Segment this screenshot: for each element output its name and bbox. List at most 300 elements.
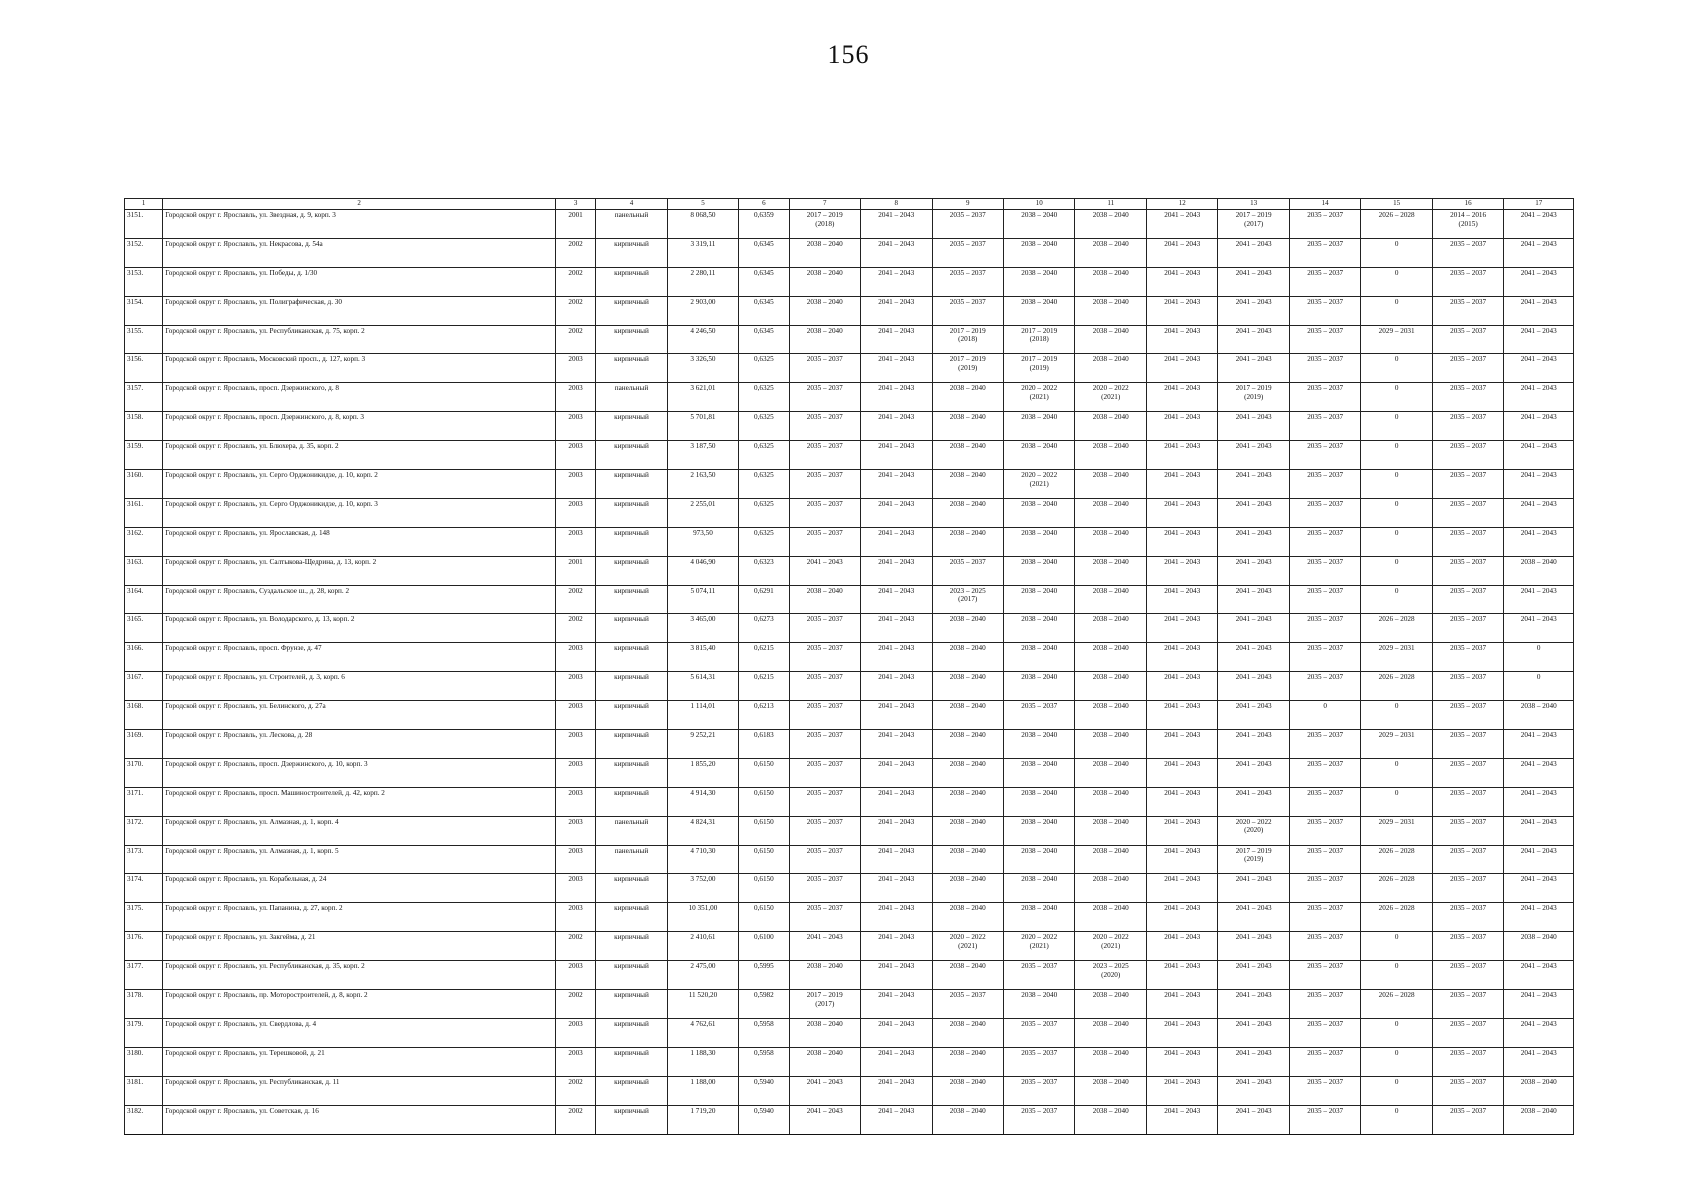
table-cell (1146, 701, 1217, 730)
cell-text: 2003 (568, 1048, 583, 1057)
table-cell (932, 787, 1003, 816)
cell-text: 2035 – 2037 (1450, 1019, 1487, 1028)
cell-text: 2041 – 2043 (878, 702, 915, 711)
cell-text: 0,6150 (753, 788, 774, 797)
cell-subtext: (2021) (1101, 392, 1121, 401)
table-cell (932, 412, 1003, 441)
cell-text: Городской округ г. Ярославль, ул. Победы, д. 1/30 (165, 268, 318, 277)
cell-text: 2038 – 2040 (1092, 731, 1129, 740)
table-row (125, 585, 1574, 614)
cell-text: 2035 – 2037 (1307, 211, 1344, 219)
cell-text: 2002 (568, 615, 583, 624)
cell-text: 2 255,01 (690, 499, 716, 508)
cell-text: Городской округ г. Ярославль, ул. Некрасова, д. 54а (165, 239, 323, 248)
row-number-cell (125, 614, 163, 643)
cell-text: 2038 – 2040 (1021, 528, 1058, 537)
cell-text: 0 (1394, 355, 1399, 364)
cell-text: 2041 – 2043 (878, 875, 915, 884)
cell-text: 2002 (568, 1106, 583, 1115)
address-cell (163, 470, 556, 499)
table-cell (1003, 787, 1074, 816)
cell-text: 2003 (568, 788, 583, 797)
cell-text: 0,6215 (753, 673, 774, 682)
cell-text: Городской округ г. Ярославль, ул. Белинского, д. 27а (165, 702, 326, 711)
table-cell (739, 498, 789, 527)
cell-text: 2041 – 2043 (1164, 759, 1201, 768)
cell-text: 2035 – 2037 (1307, 239, 1344, 248)
cell-text: 2038 – 2040 (1092, 644, 1129, 653)
column-header: 4 (596, 199, 667, 210)
table-cell (1003, 643, 1074, 672)
table-cell (596, 961, 667, 990)
cell-text: 2035 – 2037 (1307, 1077, 1344, 1086)
cell-text: 0 (1394, 557, 1399, 566)
cell-text: Городской округ г. Ярославль, ул. Володарского, д. 13, корп. 2 (165, 615, 355, 624)
table-cell (596, 585, 667, 614)
table-cell (1218, 961, 1289, 990)
table-cell (739, 296, 789, 325)
column-header: 7 (789, 199, 860, 210)
cell-text: 2038 – 2040 (1021, 759, 1058, 768)
address-cell (163, 903, 556, 932)
cell-text: 2002 (568, 933, 583, 942)
address-cell (163, 296, 556, 325)
address-cell (163, 498, 556, 527)
table-cell (1504, 730, 1574, 759)
table-cell (596, 874, 667, 903)
cell-text: Городской округ г. Ярославль, ул. Республиканская, д. 11 (165, 1077, 340, 1086)
table-cell (1361, 585, 1432, 614)
table-cell (1146, 383, 1217, 412)
table-cell (1504, 1018, 1574, 1047)
table-cell (1504, 961, 1574, 990)
table-cell (1146, 412, 1217, 441)
address-cell (163, 383, 556, 412)
cell-text: 2041 – 2043 (878, 1077, 915, 1086)
address-cell (163, 643, 556, 672)
table-cell (1432, 787, 1503, 816)
cell-text: 2041 – 2043 (1164, 1019, 1201, 1028)
table-cell (555, 1076, 595, 1105)
table-cell (1075, 383, 1146, 412)
cell-text: 2038 – 2040 (1021, 731, 1058, 740)
table-cell (861, 441, 932, 470)
cell-text: 2041 – 2043 (878, 1019, 915, 1028)
cell-subtext: (2017) (815, 999, 835, 1008)
table-cell (739, 672, 789, 701)
cell-subtext: (2021) (958, 941, 978, 950)
table-cell (789, 527, 860, 556)
table-cell (1075, 787, 1146, 816)
cell-text: 2041 – 2043 (1520, 1019, 1557, 1028)
table-cell (1075, 267, 1146, 296)
table-cell (1504, 1105, 1574, 1134)
row-number-cell (125, 1076, 163, 1105)
cell-text: 2041 – 2043 (1164, 846, 1201, 855)
cell-text: 2029 – 2031 (1378, 817, 1415, 826)
table-cell (1075, 585, 1146, 614)
table-cell (861, 238, 932, 267)
table-cell (1432, 614, 1503, 643)
cell-text: Городской округ г. Ярославль, ул. Свердлова, д. 4 (165, 1019, 317, 1028)
cell-text: 2035 – 2037 (1021, 1106, 1058, 1115)
cell-text: 3181. (127, 1077, 144, 1086)
cell-text: 5 701,81 (690, 413, 716, 422)
table-cell (861, 672, 932, 701)
table-cell (789, 441, 860, 470)
cell-text: 2041 – 2043 (878, 211, 915, 219)
table-cell (1218, 701, 1289, 730)
table-cell (555, 787, 595, 816)
cell-text: кирпичный (614, 471, 649, 480)
cell-text: 3161. (127, 499, 144, 508)
table-cell (596, 643, 667, 672)
table-cell (1361, 643, 1432, 672)
table-cell (596, 296, 667, 325)
table-cell (861, 730, 932, 759)
table-cell (555, 383, 595, 412)
table-cell (1003, 556, 1074, 585)
table-cell (932, 1105, 1003, 1134)
table-cell (1361, 556, 1432, 585)
table-cell (1361, 470, 1432, 499)
table-cell (1218, 1047, 1289, 1076)
table-cell (932, 990, 1003, 1019)
table-cell (667, 787, 738, 816)
table-cell (1003, 383, 1074, 412)
table-cell (1146, 325, 1217, 354)
cell-text: 0 (1394, 528, 1399, 537)
table-cell (861, 787, 932, 816)
table-cell (1218, 354, 1289, 383)
table-cell (1504, 845, 1574, 874)
address-cell (163, 990, 556, 1019)
table-cell (739, 383, 789, 412)
table-cell (1289, 412, 1360, 441)
table-cell (1218, 210, 1289, 239)
table-cell (789, 1018, 860, 1047)
cell-text: 2020 – 2022 (1092, 933, 1129, 942)
table-cell (555, 672, 595, 701)
table-row (125, 990, 1574, 1019)
cell-text: 0,6325 (753, 442, 774, 451)
table-cell (555, 1047, 595, 1076)
cell-text: 2002 (568, 297, 583, 306)
cell-text: 2003 (568, 731, 583, 740)
table-cell (739, 643, 789, 672)
cell-text: кирпичный (614, 442, 649, 451)
table-cell (667, 470, 738, 499)
cell-text: 2041 – 2043 (878, 355, 915, 364)
cell-subtext: (2018) (958, 335, 978, 344)
cell-text: 3172. (127, 817, 144, 826)
table-cell (1361, 296, 1432, 325)
table-cell (1003, 585, 1074, 614)
address-cell (163, 932, 556, 961)
table-cell (1289, 556, 1360, 585)
cell-text: 2038 – 2040 (1092, 817, 1129, 826)
cell-subtext: (2020) (1244, 826, 1264, 835)
table-cell (1003, 874, 1074, 903)
table-cell (1504, 874, 1574, 903)
table-cell (789, 383, 860, 412)
table-cell (1361, 787, 1432, 816)
table-cell (555, 470, 595, 499)
row-number-cell (125, 903, 163, 932)
table-cell (739, 585, 789, 614)
cell-text: 2038 – 2040 (1021, 499, 1058, 508)
cell-text: 2020 – 2022 (1235, 817, 1272, 826)
cell-text: 0 (1394, 297, 1399, 306)
table-cell (1003, 672, 1074, 701)
cell-text: 2003 (568, 442, 583, 451)
table-cell (596, 267, 667, 296)
cell-text: 2041 – 2043 (878, 528, 915, 537)
table-cell (1075, 701, 1146, 730)
column-header: 6 (739, 199, 789, 210)
table-cell (1432, 470, 1503, 499)
cell-text: 2038 – 2040 (1092, 759, 1129, 768)
row-number-cell (125, 990, 163, 1019)
table-cell (861, 354, 932, 383)
table-cell (1075, 1105, 1146, 1134)
cell-text: 2041 – 2043 (1164, 962, 1201, 971)
table-cell (1289, 701, 1360, 730)
cell-text: 2035 – 2037 (1307, 933, 1344, 942)
table-cell (1504, 296, 1574, 325)
table-cell (1218, 556, 1289, 585)
cell-text: кирпичный (614, 326, 649, 335)
cell-text: 2038 – 2040 (1092, 991, 1129, 1000)
table-cell (861, 614, 932, 643)
table-cell (739, 903, 789, 932)
table-cell (1432, 585, 1503, 614)
row-number-cell (125, 498, 163, 527)
table-cell (1146, 903, 1217, 932)
cell-text: 2038 – 2040 (1021, 297, 1058, 306)
cell-text: 2035 – 2037 (1021, 1048, 1058, 1057)
table-cell (1146, 556, 1217, 585)
table-cell (1432, 412, 1503, 441)
cell-text: 2041 – 2043 (1164, 731, 1201, 740)
table-cell (739, 874, 789, 903)
table-cell (1432, 990, 1503, 1019)
cell-text: 2038 – 2040 (1092, 702, 1129, 711)
table-cell (932, 903, 1003, 932)
table-cell (1289, 758, 1360, 787)
table-cell (596, 412, 667, 441)
table-cell (861, 903, 932, 932)
cell-text: 0,6359 (753, 211, 774, 219)
table-cell (861, 701, 932, 730)
column-header: 16 (1432, 199, 1503, 210)
table-cell (1075, 758, 1146, 787)
cell-text: 0 (1394, 586, 1399, 595)
table-cell (789, 296, 860, 325)
cell-text: 3155. (127, 326, 144, 335)
table-cell (1075, 527, 1146, 556)
cell-text: 2017 – 2019 (806, 991, 843, 1000)
cell-text: 2038 – 2040 (949, 962, 986, 971)
cell-text: 0,6325 (753, 384, 774, 393)
cell-text: 2041 – 2043 (1520, 817, 1557, 826)
cell-text: 2041 – 2043 (1235, 731, 1272, 740)
cell-text: 3167. (127, 673, 144, 682)
table-cell (932, 758, 1003, 787)
table-cell (861, 556, 932, 585)
address-cell (163, 961, 556, 990)
cell-text: 2035 – 2037 (949, 297, 986, 306)
table-cell (932, 267, 1003, 296)
cell-text: 2041 – 2043 (1235, 355, 1272, 364)
cell-text: 2035 – 2037 (1450, 644, 1487, 653)
row-number-cell (125, 267, 163, 296)
cell-text: 0,6345 (753, 239, 774, 248)
table-cell (1361, 672, 1432, 701)
table-cell (1504, 585, 1574, 614)
cell-text: 0,6291 (753, 586, 774, 595)
table-cell (555, 701, 595, 730)
table-cell (667, 903, 738, 932)
cell-text: 2041 – 2043 (1235, 297, 1272, 306)
cell-text: 1 114,01 (690, 702, 716, 711)
table-cell (1075, 672, 1146, 701)
cell-text: 2041 – 2043 (878, 413, 915, 422)
cell-text: 2041 – 2043 (1520, 384, 1557, 393)
row-number-cell (125, 701, 163, 730)
address-cell (163, 1047, 556, 1076)
table-cell (1003, 498, 1074, 527)
cell-text: 2017 – 2019 (949, 355, 986, 364)
table-cell (861, 412, 932, 441)
table-cell (667, 354, 738, 383)
table-cell (932, 845, 1003, 874)
table-cell (1003, 441, 1074, 470)
table-cell (861, 470, 932, 499)
table-cell (1003, 527, 1074, 556)
cell-text: 0 (1394, 788, 1399, 797)
cell-text: 2020 – 2022 (949, 933, 986, 942)
cell-text: 3177. (127, 962, 144, 971)
cell-text: 3179. (127, 1019, 144, 1028)
cell-subtext: (2021) (1029, 392, 1049, 401)
table-cell (789, 758, 860, 787)
cell-text: кирпичный (614, 933, 649, 942)
table-cell (1504, 903, 1574, 932)
cell-text: 2035 – 2037 (806, 731, 843, 740)
row-number-cell (125, 470, 163, 499)
cell-text: Городской округ г. Ярославль, ул. Салтыкова-Щедрина, д. 13, корп. 2 (165, 557, 377, 566)
table-cell (667, 267, 738, 296)
table-cell (1003, 961, 1074, 990)
table-cell (596, 498, 667, 527)
table-cell (667, 614, 738, 643)
cell-text: 2035 – 2037 (806, 817, 843, 826)
address-cell (163, 672, 556, 701)
cell-text: 2035 – 2037 (949, 268, 986, 277)
cell-text: 2038 – 2040 (1021, 268, 1058, 277)
cell-text: 2003 (568, 355, 583, 364)
cell-text: 2038 – 2040 (806, 326, 843, 335)
table-cell (596, 441, 667, 470)
row-number-cell (125, 296, 163, 325)
table-cell (1289, 1105, 1360, 1134)
table-cell (789, 238, 860, 267)
cell-text: 2038 – 2040 (949, 817, 986, 826)
cell-text: Городской округ г. Ярославль, ул. Ярославская, д. 148 (165, 528, 330, 537)
cell-text: 2041 – 2043 (1520, 846, 1557, 855)
table-cell (739, 816, 789, 845)
cell-text: 2035 – 2037 (1307, 1019, 1344, 1028)
table-cell (1075, 441, 1146, 470)
table-row (125, 787, 1574, 816)
table-cell (596, 701, 667, 730)
table-cell (1075, 1047, 1146, 1076)
table-cell (932, 498, 1003, 527)
column-header: 15 (1361, 199, 1432, 210)
table-cell (667, 383, 738, 412)
cell-text: 0 (1394, 1106, 1399, 1115)
table-cell (789, 1076, 860, 1105)
cell-text: 2041 – 2043 (1235, 586, 1272, 595)
cell-text: 2038 – 2040 (1092, 1048, 1129, 1057)
cell-text: Городской округ г. Ярославль, ул. Звездная, д. 9, корп. 3 (165, 211, 336, 219)
cell-text: 3 621,01 (690, 384, 716, 393)
cell-text: 2035 – 2037 (1450, 471, 1487, 480)
address-cell (163, 1018, 556, 1047)
cell-text: 2035 – 2037 (949, 239, 986, 248)
cell-text: 2041 – 2043 (1520, 759, 1557, 768)
cell-text: 3173. (127, 846, 144, 855)
table-cell (596, 672, 667, 701)
table-cell (861, 527, 932, 556)
cell-text: 2035 – 2037 (1450, 239, 1487, 248)
table-cell (932, 296, 1003, 325)
cell-text: 2038 – 2040 (1021, 673, 1058, 682)
table-cell (1361, 701, 1432, 730)
cell-text: Городской округ г. Ярославль, ул. Республиканская, д. 35, корп. 2 (165, 962, 365, 971)
table-cell (667, 1018, 738, 1047)
cell-text: 2038 – 2040 (949, 471, 986, 480)
cell-text: 0,6345 (753, 326, 774, 335)
cell-text: 2035 – 2037 (806, 904, 843, 913)
table-cell (1289, 1047, 1360, 1076)
cell-text: 2038 – 2040 (949, 759, 986, 768)
table-cell (1289, 643, 1360, 672)
table-cell (1289, 354, 1360, 383)
cell-text: 4 914,30 (690, 788, 716, 797)
table-cell (789, 354, 860, 383)
cell-text: кирпичный (614, 413, 649, 422)
table-cell (555, 412, 595, 441)
table-cell (1075, 932, 1146, 961)
table-cell (1218, 672, 1289, 701)
cell-text: 2035 – 2037 (1307, 384, 1344, 393)
cell-text: 3180. (127, 1048, 144, 1057)
cell-text: 2041 – 2043 (1235, 615, 1272, 624)
cell-text: 0 (1394, 702, 1399, 711)
table-row (125, 1076, 1574, 1105)
table-row (125, 412, 1574, 441)
table-cell (1146, 758, 1217, 787)
cell-text: 2035 – 2037 (1307, 326, 1344, 335)
cell-text: 2035 – 2037 (1307, 875, 1344, 884)
cell-text: 2017 – 2019 (1235, 384, 1272, 393)
cell-text: 2041 – 2043 (1520, 499, 1557, 508)
table-row (125, 498, 1574, 527)
cell-text: 2041 – 2043 (1235, 471, 1272, 480)
cell-text: 2041 – 2043 (878, 731, 915, 740)
